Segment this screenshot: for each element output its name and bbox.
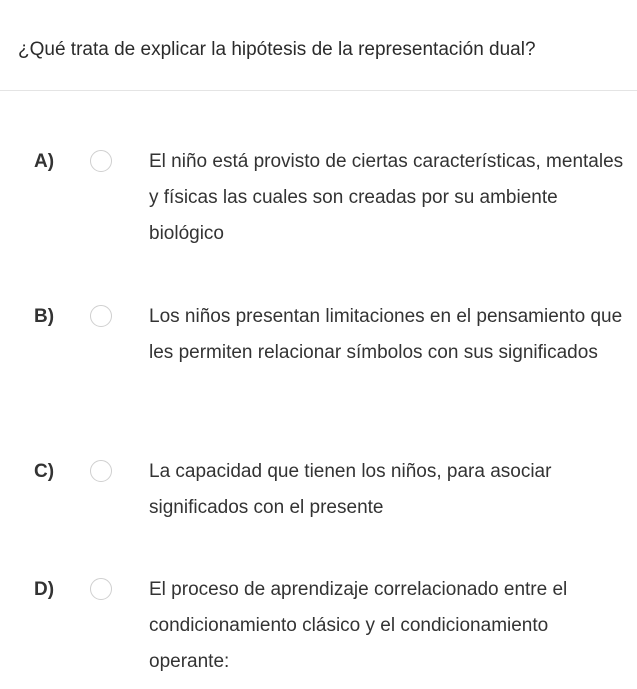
question-text: ¿Qué trata de explicar la hipótesis de la representación dual? — [18, 39, 536, 60]
radio-button[interactable] — [90, 460, 112, 482]
radio-button[interactable] — [90, 305, 112, 327]
option-letter: D) — [34, 579, 55, 600]
radio-button[interactable] — [90, 578, 112, 600]
option-text: El proceso de aprendizaje correlacionado entre el condicionamiento clásico y el condicionamiento operante: — [149, 579, 568, 672]
option-text: Los niños presentan limitaciones en el pensamiento que les permiten relacionar símbolos con sus significados — [149, 306, 623, 363]
divider — [0, 90, 637, 91]
option-text: La capacidad que tienen los niños, para asociar significados con el presente — [149, 461, 552, 518]
option-text: El niño está provisto de ciertas características, mentales y físicas las cuales son creadas por su ambiente biológico — [149, 151, 624, 244]
option-letter: A) — [34, 151, 55, 172]
radio-button[interactable] — [90, 150, 112, 172]
option-letter: B) — [34, 306, 55, 327]
option-letter: C) — [34, 461, 55, 482]
